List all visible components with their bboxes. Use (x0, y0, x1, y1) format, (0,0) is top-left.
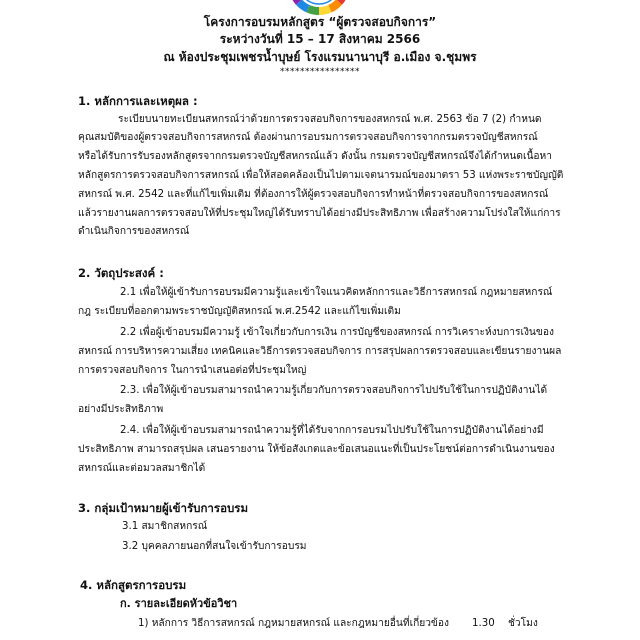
course-item-hours: 1.30 (472, 618, 495, 629)
section-1-line: ระเบียบนายทะเบียนสหกรณ์ว่าด้วยการตรวจสอบกิจการของสหกรณ์ พ.ศ. 2563 ข้อ 7 (2) กำหนด (118, 114, 542, 125)
training-dates: ระหว่างวันที่ 15 – 17 สิงหาคม 2566 (219, 32, 421, 46)
logo-ring-segment (339, 0, 345, 2)
section-3-heading: 3. กลุ่มเป้าหมายผู้เข้ารับการอบรม (78, 501, 249, 515)
document-title: โครงการอบรมหลักสูตร “ผู้ตรวจสอบกิจการ” (203, 15, 437, 29)
section-1-line: หรือได้รับการรับรองหลักสูตรจากกรมตรวจบัญชีสหกรณ์แล้ว ดังนั้น กรมตรวจบัญชีสหกรณ์จึงได้กำหนดเนื้อหา (78, 151, 552, 162)
training-venue: ณ ห้องประชุมเพชรน้ำบุษย์ โรงแรมนานาบุรี อ.เมือง จ.ชุมพร (163, 50, 477, 64)
section-1-line: ดำเนินกิจการของสหกรณ์ (78, 226, 190, 237)
section-2-line: สหกรณ์ การบริหารความเสี่ยง เทคนิคและวิธีการตรวจสอบกิจการ การสรุปผลการตรวจสอบและเขียนรายงานผล (78, 346, 562, 357)
target-group-item: 3.1 สมาชิกสหกรณ์ (122, 521, 208, 532)
course-details-subheading: ก. รายละเอียดหัวข้อวิชา (120, 597, 238, 610)
logo-ring-segment (319, 9, 330, 11)
logo-ring-segment (299, 2, 308, 9)
section-1-line: หลักสูตรการตรวจสอบกิจการสหกรณ์ เพื่อให้สอดคล้องเป็นไปตามเจตนารมณ์ของมาตรา 53 แห่งพระราชบัญญัติ (78, 170, 564, 181)
section-2-line: การตรวจสอบกิจการ ในการนำเสนอต่อที่ประชุมใหญ่ (78, 365, 307, 376)
logo-graphic (286, 0, 352, 16)
organization-logo (286, 0, 352, 16)
section-1-line: แล้วรายงานผลการตรวจสอบให้ที่ประชุมใหญ่ได้รับทราบได้อย่างมีประสิทธิภาพ เพื่อสร้างความโปร่งใสให้แก่การ (78, 208, 561, 219)
section-2-line: อย่างมีประสิทธิภาพ (78, 404, 164, 415)
section-2-line: 2.1 เพื่อให้ผู้เข้ารับการอบรมมีความรู้และเข้าใจแนวคิดหลักการและวิธีการสหกรณ์ กฎหมายสหกรณ์ (120, 287, 553, 298)
section-2-line: สหกรณ์และต่อมวลสมาชิกได้ (78, 463, 206, 474)
logo-ring-segment (308, 9, 319, 11)
section-2-line: 2.3. เพื่อให้ผู้เข้าอบรมสามารถนำความรู้เกี่ยวกับการตรวจสอบกิจการไปปรับใช้ในการปฏิบัติงานได้ (120, 385, 548, 396)
section-1-line: สหกรณ์ พ.ศ. 2542 และที่แก้ไขเพิ่มเติม ที่ต้องการให้ผู้ตรวจสอบกิจการทำหน้าที่ตรวจสอบกิจการของสหกรณ์ (78, 189, 549, 200)
header-separator: **************** (280, 67, 360, 77)
target-group-item: 3.2 บุคคลภายนอกที่สนใจเข้ารับการอบรม (122, 541, 307, 552)
section-4-heading: 4. หลักสูตรการอบรม (80, 578, 187, 592)
logo-ring-segment (330, 2, 339, 9)
logo-ring-segment (293, 0, 299, 2)
section-2-line: 2.4. เพื่อให้ผู้เข้าอบรมสามารถนำความรู้ที่ได้รับจากการอบรมไปปรับใช้ในการปฏิบัติงานได้อย่างมี (120, 425, 544, 436)
section-2-line: ประสิทธิภาพ สามารถสรุปผล เสนอรายงาน ให้ข้อสังเกตและข้อเสนอแนะที่เป็นประโยชน์ต่อการดำเนินงานของ (78, 444, 555, 455)
course-item-title: 1) หลักการ วิธีการสหกรณ์ กฎหมายสหกรณ์ และกฎหมายอื่นที่เกี่ยวข้อง (138, 618, 449, 629)
course-item (138, 616, 598, 632)
course-item-unit: ชั่วโมง (508, 618, 538, 629)
section-2-line: กฎ ระเบียบที่ออกตามพระราชบัญญัติสหกรณ์ พ.ศ.2542 และแก้ไขเพิ่มเติม (78, 306, 401, 317)
section-1-line: คุณสมบัติของผู้ตรวจสอบกิจการสหกรณ์ ต้องผ่านการอบรมการตรวจสอบกิจการจากกรมตรวจบัญชีสหกรณ์ (78, 132, 538, 143)
section-1-heading: 1. หลักการและเหตุผล : (78, 94, 198, 108)
section-2-heading: 2. วัตถุประสงค์ : (78, 266, 164, 280)
section-2-line: 2.2 เพื่อผู้เข้าอบรมมีความรู้ เข้าใจเกี่ยวกับการเงิน การบัญชีของสหกรณ์ การวิเคราะห์งบการเงินของ (120, 327, 554, 338)
